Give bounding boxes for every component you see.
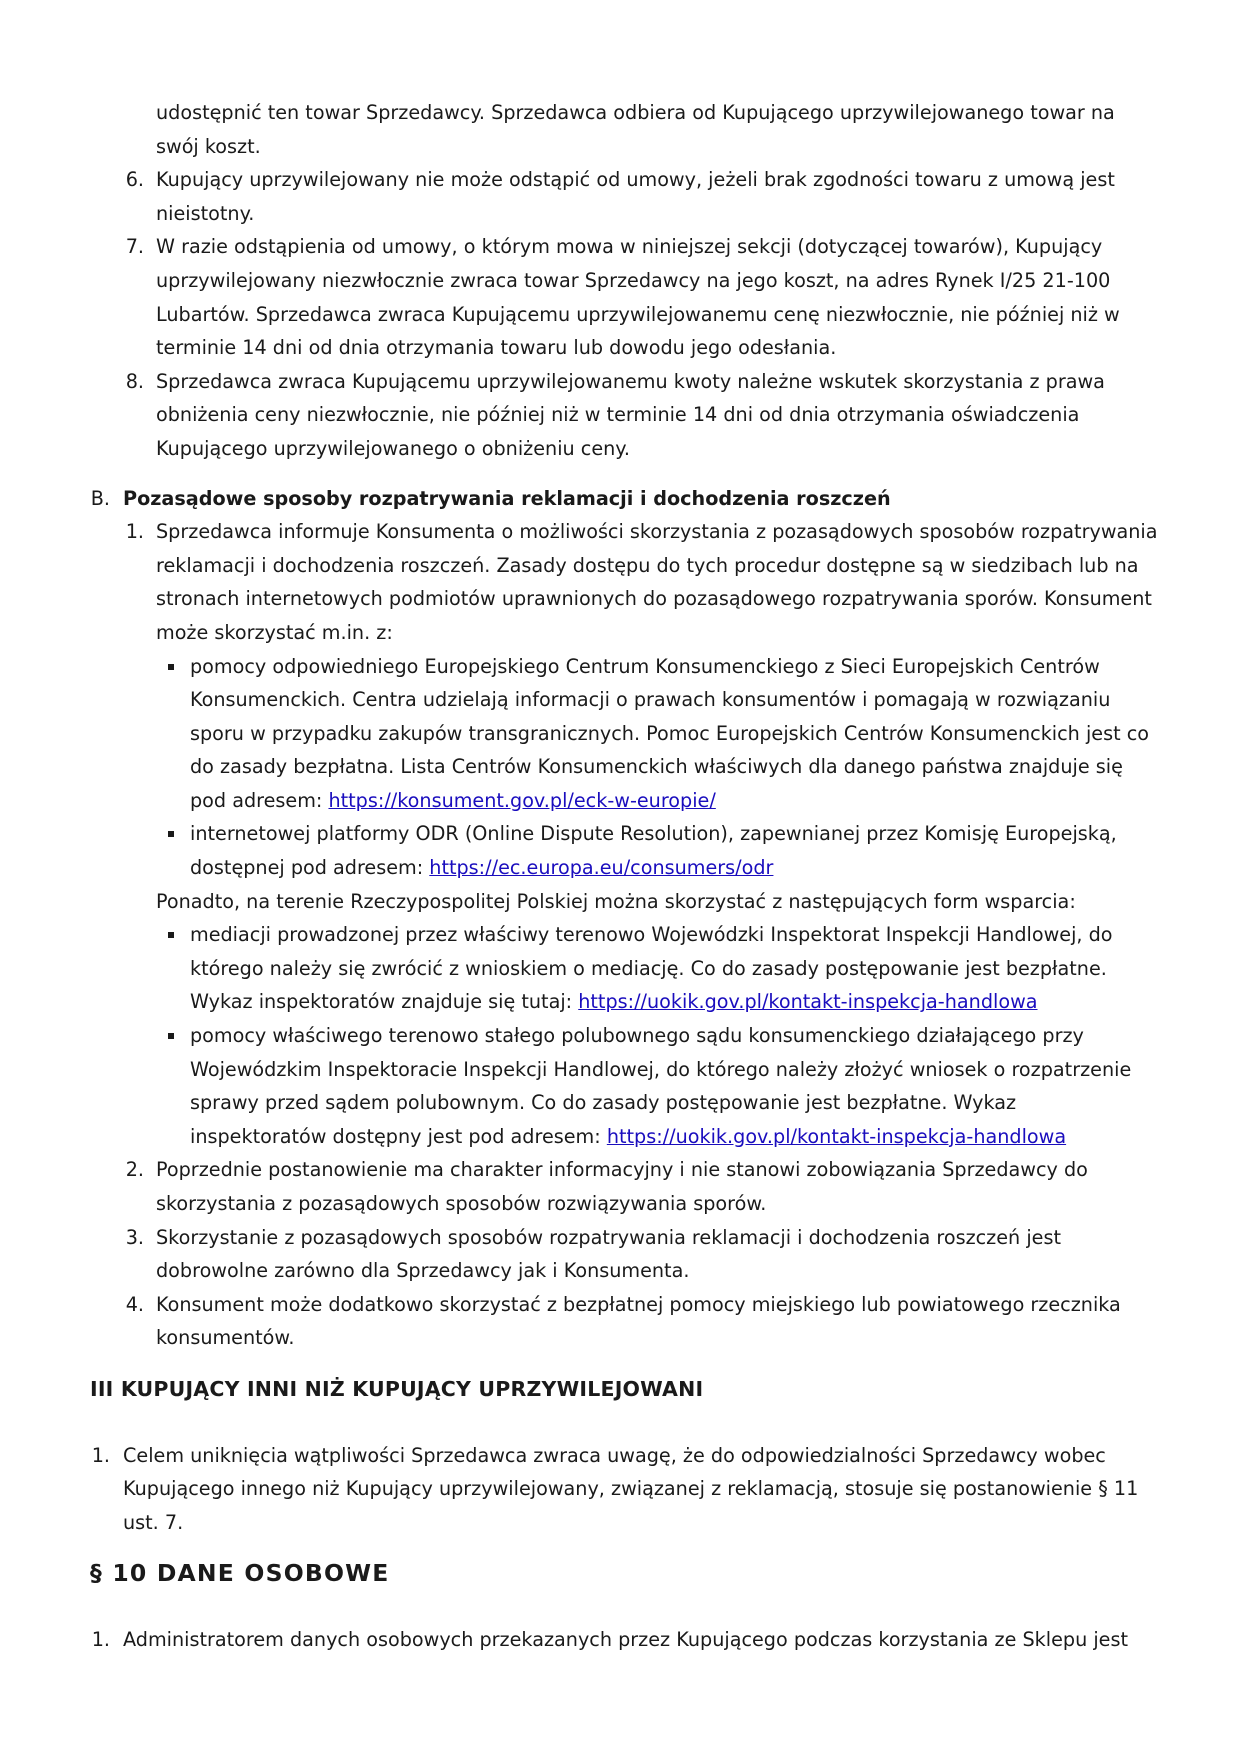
bullet-text: internetowej platformy ODR (Online Dispute Resolution), zapewnianej przez Komisję Europejską, dostępnej pod adresem:: [190, 822, 1117, 880]
list-item: [90, 163, 1158, 230]
item-number: 1.: [91, 1443, 110, 1467]
section-10-list: [90, 1623, 1158, 1657]
item-number: 4.: [125, 1292, 144, 1316]
bullet-item: [156, 650, 1158, 818]
eck-link[interactable]: https://konsument.gov.pl/eck-w-europie/: [328, 788, 716, 812]
section-b-header: [90, 482, 1158, 516]
item-text: Konsument może dodatkowo skorzystać z bezpłatnej pomocy miejskiego lub powiatowego rzecznika konsumentów.: [156, 1292, 1121, 1350]
item-number: 3.: [125, 1225, 144, 1249]
additional-support-paragraph: Ponadto, na terenie Rzeczypospolitej Polskiej można skorzystać z następujących form wsparcia:: [156, 889, 1076, 913]
item-text: Celem uniknięcia wątpliwości Sprzedawca zwraca uwagę, że do odpowiedzialności Sprzedawcy wobec Kupującego innego niż Kupujący uprzywilejowany, związanej z reklamacją, stosuje się postanowienie § 11 ust. 7.: [123, 1443, 1139, 1534]
returns-list: [90, 163, 1158, 465]
section-b-list: [90, 515, 1158, 1355]
list-item: [90, 1221, 1158, 1288]
continued-paragraph: udostępnić ten towar Sprzedawcy. Sprzedawca odbiera od Kupującego uprzywilejowanego towar na swój koszt.: [156, 101, 1115, 158]
item-number: 1.: [91, 1627, 110, 1651]
list-item: [90, 230, 1158, 364]
bullet-text: pomocy odpowiedniego Europejskiego Centrum Konsumenckiego z Sieci Europejskich Centrów Konsumenckich. Centra udzielają informacji o prawach konsumentów i pomagają w rozwiązaniu sporu w przypadku zakupów transgranicznych. Pomoc Europejskich Centrów Konsumenckich jest co do zasady bezpłatna. Lista Centrów Konsumenckich właściwych dla danego państwa znajduje się pod adresem:: [190, 654, 1149, 812]
item-text: W razie odstąpienia od umowy, o którym mowa w niniejszej sekcji (dotyczącej towarów), Kupujący uprzywilejowany niezwłocznie zwraca towar Sprzedawcy na jego koszt, na adres Rynek I/25 21-100 Lubartów. Sprzedawca zwraca Kupującemu uprzywilejowanemu cenę niezwłocznie, nie później niż w terminie 14 dni od dnia otrzymania towaru lub dowodu jego odesłania.: [156, 235, 1120, 360]
item-text: Kupujący uprzywilejowany nie może odstąpić od umowy, jeżeli brak zgodności towaru z umową jest nieistotny.: [156, 168, 1115, 225]
support-options-list: [90, 650, 1158, 885]
list-item: [90, 515, 1158, 649]
bullet-text: pomocy właściwego terenowo stałego polubownego sądu konsumenckiego działającego przy Wojewódzkim Inspektoracie Inspekcji Handlowej, do którego należy złożyć wniosek o rozpatrzenie sprawy przed sądem polubownym. Co do zasady postępowanie jest bezpłatne. Wykaz inspektoratów dostępny jest pod adresem:: [190, 1024, 1132, 1148]
section-b: [90, 482, 1158, 1355]
section-b-title: Pozasądowe sposoby rozpatrywania reklamacji i dochodzenia roszczeń: [123, 486, 891, 510]
item-number: 7.: [125, 235, 144, 259]
item-number: 2.: [125, 1158, 144, 1182]
bullet-item: [156, 817, 1158, 884]
section-iii-list: [90, 1439, 1158, 1540]
section-letter: B.: [90, 486, 110, 510]
bullet-text: mediacji prowadzonej przez właściwy terenowo Wojewódzki Inspektorat Inspekcji Handlowej, do którego należy się zwrócić z wnioskiem o mediację. Co do zasady postępowanie jest bezpłatne. Wykaz inspektoratów znajduje się tutaj:: [190, 923, 1113, 1014]
list-item: [90, 365, 1158, 466]
national-support-list: [90, 918, 1158, 1153]
bullet-item: [156, 1019, 1158, 1153]
item-text: Sprzedawca zwraca Kupującemu uprzywilejowanemu kwoty należne wskutek skorzystania z prawa obniżenia ceny niezwłocznie, nie później niż w terminie 14 dni od dnia otrzymania oświadczenia Kupującego uprzywilejowanego o obniżeniu ceny.: [156, 369, 1105, 460]
odr-link[interactable]: https://ec.europa.eu/consumers/odr: [429, 856, 774, 880]
list-item: [90, 1623, 1158, 1657]
list-item: [90, 1153, 1158, 1220]
uokik-link[interactable]: https://uokik.gov.pl/kontakt-inspekcja-handlowa: [606, 1124, 1067, 1148]
list-item: [90, 1288, 1158, 1355]
item-number: 1.: [125, 520, 144, 544]
item-number: 6.: [125, 168, 144, 192]
uokik-link[interactable]: https://uokik.gov.pl/kontakt-inspekcja-handlowa: [578, 990, 1038, 1014]
section-iii-heading: III KUPUJĄCY INNI NIŻ KUPUJĄCY UPRZYWILEJOWANI: [90, 1376, 704, 1401]
section-10-heading: § 10 DANE OSOBOWE: [90, 1559, 390, 1588]
list-item: [90, 1439, 1158, 1540]
item-text: Skorzystanie z pozasądowych sposobów rozpatrywania reklamacji i dochodzenia roszczeń jest dobrowolne zarówno dla Sprzedawcy jak i Konsumenta.: [156, 1225, 1061, 1283]
item-text: Sprzedawca informuje Konsumenta o możliwości skorzystania z pozasądowych sposobów rozpatrywania reklamacji i dochodzenia roszczeń. Zasady dostępu do tych procedur dostępne są w siedzibach lub na stronach internetowych podmiotów uprawnionych do pozasądowego rozpatrywania sporów. Konsument może skorzystać m.in. z:: [156, 520, 1158, 644]
item-number: 8.: [125, 369, 144, 393]
item-text: Administratorem danych osobowych przekazanych przez Kupującego podczas korzystania ze Sklepu jest: [123, 1627, 1128, 1651]
item-text: Poprzednie postanowienie ma charakter informacyjny i nie stanowi zobowiązania Sprzedawcy do skorzystania z pozasądowych sposobów rozwiązywania sporów.: [156, 1158, 1088, 1215]
bullet-item: [156, 918, 1158, 1019]
